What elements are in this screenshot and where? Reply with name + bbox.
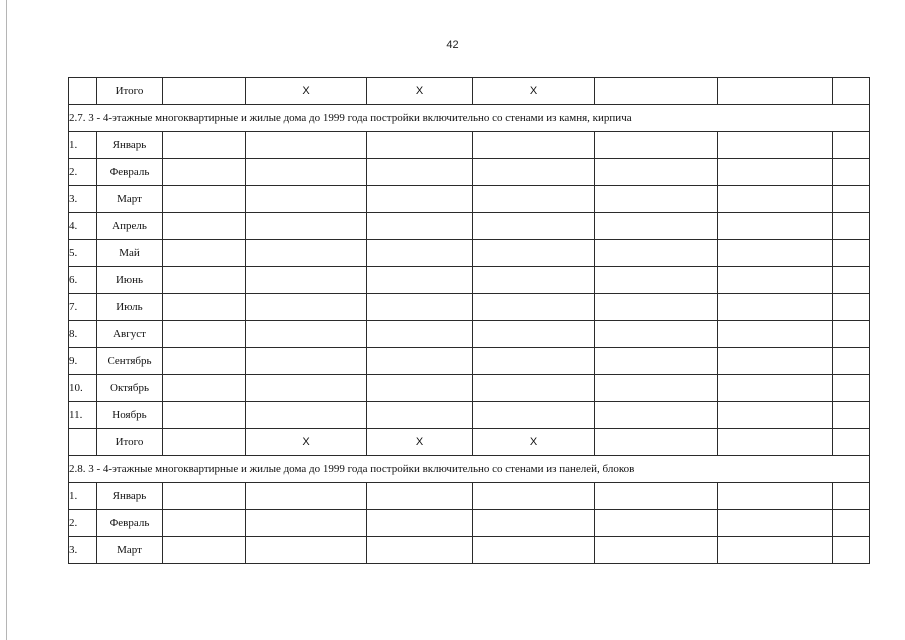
empty-cell [595,429,718,456]
empty-cell [246,348,367,375]
row-number: 8. [69,321,97,348]
empty-cell [833,267,870,294]
empty-cell [246,159,367,186]
empty-cell [833,240,870,267]
empty-cell [473,186,595,213]
empty-cell [718,159,833,186]
empty-cell [163,267,246,294]
empty-cell [833,132,870,159]
empty-cell [246,402,367,429]
empty-cell [163,483,246,510]
empty-cell [833,321,870,348]
empty-cell [718,348,833,375]
month-name: Сентябрь [97,348,163,375]
section-header-row [69,456,870,483]
month-name: Февраль [97,510,163,537]
x-mark: X [473,429,595,456]
empty-cell [473,321,595,348]
empty-cell [718,132,833,159]
empty-cell [246,375,367,402]
row-number: 6. [69,267,97,294]
empty-cell [595,213,718,240]
empty-cell [367,132,473,159]
empty-cell [367,537,473,564]
empty-cell [473,132,595,159]
row-number: 1. [69,132,97,159]
empty-cell [718,429,833,456]
month-name: Апрель [97,213,163,240]
month-name: Май [97,240,163,267]
total-label: Итого [97,78,163,105]
empty-cell [833,159,870,186]
total-label: Итого [97,429,163,456]
x-mark: X [473,78,595,105]
empty-cell [367,375,473,402]
table-row [69,510,870,537]
month-name: Январь [97,483,163,510]
empty-cell [473,510,595,537]
empty-cell [473,240,595,267]
empty-cell [246,186,367,213]
empty-cell [163,132,246,159]
row-number: 4. [69,213,97,240]
row-number-cell [69,429,97,456]
empty-cell [718,402,833,429]
empty-cell [246,213,367,240]
empty-cell [246,537,367,564]
month-name: Март [97,186,163,213]
empty-cell [473,294,595,321]
empty-cell [595,483,718,510]
empty-cell [833,402,870,429]
page-left-border [6,0,7,640]
empty-cell [833,78,870,105]
table-row [69,537,870,564]
empty-cell [246,483,367,510]
empty-cell [718,267,833,294]
empty-cell [163,213,246,240]
empty-cell [473,402,595,429]
empty-cell [367,267,473,294]
empty-cell [595,402,718,429]
empty-cell [833,186,870,213]
empty-cell [367,159,473,186]
empty-cell [367,348,473,375]
empty-cell [718,483,833,510]
empty-cell [833,510,870,537]
empty-cell [595,375,718,402]
empty-cell [246,321,367,348]
empty-cell [833,429,870,456]
row-number: 3. [69,186,97,213]
empty-cell [718,78,833,105]
table-row [69,159,870,186]
empty-cell [595,348,718,375]
row-number: 11. [69,402,97,429]
empty-cell [718,294,833,321]
empty-cell [163,375,246,402]
empty-cell [595,132,718,159]
row-number: 2. [69,159,97,186]
empty-cell [833,537,870,564]
section-header-row [69,105,870,132]
empty-cell [163,78,246,105]
row-number: 3. [69,537,97,564]
empty-cell [473,483,595,510]
row-number: 9. [69,348,97,375]
empty-cell [246,132,367,159]
table-row [69,321,870,348]
empty-cell [367,510,473,537]
empty-cell [595,186,718,213]
table-body [69,78,870,564]
empty-cell [718,321,833,348]
month-name: Июнь [97,267,163,294]
empty-cell [473,213,595,240]
data-table [68,77,870,564]
table-row [69,240,870,267]
month-name: Июль [97,294,163,321]
empty-cell [718,537,833,564]
empty-cell [833,213,870,240]
month-name: Ноябрь [97,402,163,429]
empty-cell [595,321,718,348]
row-number: 2. [69,510,97,537]
empty-cell [473,348,595,375]
empty-cell [833,375,870,402]
empty-cell [163,537,246,564]
empty-cell [595,510,718,537]
empty-cell [718,186,833,213]
month-name: Август [97,321,163,348]
empty-cell [163,159,246,186]
empty-cell [473,375,595,402]
page-number: 42 [446,39,459,51]
empty-cell [367,294,473,321]
month-name: Март [97,537,163,564]
row-number-cell [69,78,97,105]
empty-cell [246,240,367,267]
empty-cell [473,537,595,564]
month-name: Февраль [97,159,163,186]
empty-cell [163,294,246,321]
empty-cell [163,429,246,456]
empty-cell [833,483,870,510]
empty-cell [718,240,833,267]
x-mark: X [246,78,367,105]
row-number: 10. [69,375,97,402]
empty-cell [595,159,718,186]
row-number: 5. [69,240,97,267]
table-row [69,402,870,429]
table-row [69,213,870,240]
empty-cell [833,294,870,321]
total-row [69,78,870,105]
empty-cell [718,213,833,240]
total-row [69,429,870,456]
empty-cell [595,78,718,105]
section-title: 2.8. 3 - 4-этажные многоквартирные и жилые дома до 1999 года постройки включительно со стенами из панелей, блоков [69,456,870,483]
table-row [69,375,870,402]
empty-cell [473,159,595,186]
empty-cell [163,402,246,429]
empty-cell [246,510,367,537]
row-number: 1. [69,483,97,510]
empty-cell [163,321,246,348]
empty-cell [367,213,473,240]
table-row [69,483,870,510]
table-row [69,186,870,213]
empty-cell [163,186,246,213]
empty-cell [718,510,833,537]
empty-cell [163,348,246,375]
table-row [69,348,870,375]
empty-cell [163,240,246,267]
empty-cell [473,267,595,294]
x-mark: X [246,429,367,456]
empty-cell [367,240,473,267]
empty-cell [718,375,833,402]
x-mark: X [367,429,473,456]
month-name: Январь [97,132,163,159]
empty-cell [163,510,246,537]
empty-cell [595,294,718,321]
empty-cell [367,186,473,213]
empty-cell [246,294,367,321]
row-number: 7. [69,294,97,321]
empty-cell [367,321,473,348]
empty-cell [595,267,718,294]
empty-cell [833,348,870,375]
empty-cell [246,267,367,294]
table-row [69,267,870,294]
table-row [69,132,870,159]
month-name: Октябрь [97,375,163,402]
empty-cell [595,537,718,564]
empty-cell [367,402,473,429]
empty-cell [367,483,473,510]
x-mark: X [367,78,473,105]
table-row [69,294,870,321]
empty-cell [595,240,718,267]
section-title: 2.7. 3 - 4-этажные многоквартирные и жилые дома до 1999 года постройки включительно со стенами из камня, кирпича [69,105,870,132]
